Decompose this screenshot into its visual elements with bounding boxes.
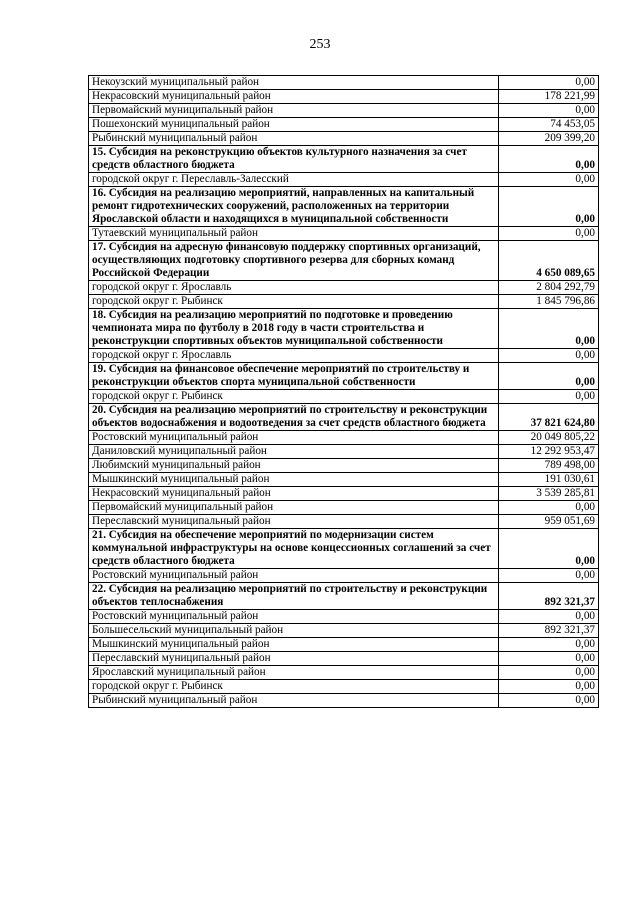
section-title-cell: 21. Субсидия на обеспечение мероприятий по модернизации систем коммунальной инфраструктуры на основе концессионных соглашений за счет средств областного бюджета [89,529,499,569]
recipient-name-cell: Некрасовский муниципальный район [89,90,499,104]
table-row [89,473,599,487]
recipient-name-cell: Пошехонский муниципальный район [89,118,499,132]
recipient-name-cell: Первомайский муниципальный район [89,501,499,515]
recipient-name-cell: городской округ г. Рыбинск [89,680,499,694]
section-row [89,404,599,431]
recipient-name-cell: городской округ г. Рыбинск [89,295,499,309]
recipient-name-cell: Рыбинский муниципальный район [89,132,499,146]
table-row [89,76,599,90]
table-row [89,501,599,515]
recipient-name-cell: Первомайский муниципальный район [89,104,499,118]
section-total-cell: 0,00 [499,363,599,390]
amount-cell: 0,00 [499,501,599,515]
section-row [89,309,599,349]
table-row [89,638,599,652]
section-total-cell: 4 650 089,65 [499,241,599,281]
recipient-name-cell: городской округ г. Ярославль [89,349,499,363]
recipient-name-cell: Переславский муниципальный район [89,515,499,529]
section-title-cell: 18. Субсидия на реализацию мероприятий по подготовке и проведению чемпионата мира по футболу в 2018 году в части строительства и реконструкции спортивных объектов муниципальной собственности [89,309,499,349]
table-row [89,610,599,624]
table-row [89,459,599,473]
section-row [89,529,599,569]
recipient-name-cell: городской округ г. Переславль-Залесский [89,173,499,187]
amount-cell: 892 321,37 [499,624,599,638]
amount-cell: 0,00 [499,76,599,90]
section-title-cell: 20. Субсидия на реализацию мероприятий по строительству и реконструкции объектов водоснабжения и водоотведения за счет средств областного бюджета [89,404,499,431]
section-row [89,363,599,390]
amount-cell: 0,00 [499,227,599,241]
recipient-name-cell: Некрасовский муниципальный район [89,487,499,501]
table-row [89,431,599,445]
section-row [89,146,599,173]
amount-cell: 0,00 [499,680,599,694]
table-row [89,118,599,132]
recipient-name-cell: Некоузский муниципальный район [89,76,499,90]
amount-cell: 789 498,00 [499,459,599,473]
recipient-name-cell: Переславский муниципальный район [89,652,499,666]
recipient-name-cell: городской округ г. Рыбинск [89,390,499,404]
table-row [89,569,599,583]
table-row [89,445,599,459]
amount-cell: 20 049 805,22 [499,431,599,445]
amount-cell: 959 051,69 [499,515,599,529]
subsidy-table [88,75,599,708]
table-row [89,349,599,363]
recipient-name-cell: Даниловский муниципальный район [89,445,499,459]
table-row [89,281,599,295]
amount-cell: 0,00 [499,610,599,624]
table-row [89,104,599,118]
section-total-cell: 0,00 [499,146,599,173]
amount-cell: 0,00 [499,173,599,187]
section-total-cell: 0,00 [499,309,599,349]
table-row [89,666,599,680]
section-total-cell: 892 321,37 [499,583,599,610]
table-row [89,652,599,666]
table-row [89,173,599,187]
amount-cell: 74 453,05 [499,118,599,132]
section-total-cell: 0,00 [499,529,599,569]
page-number: 253 [309,37,331,52]
table-row [89,694,599,708]
table-row [89,295,599,309]
recipient-name-cell: Большесельский муниципальный район [89,624,499,638]
table-row [89,624,599,638]
amount-cell: 2 804 292,79 [499,281,599,295]
table-row [89,227,599,241]
section-row [89,241,599,281]
section-title-cell: 17. Субсидия на адресную финансовую поддержку спортивных организаций, осуществляющих подготовку спортивного резерва для сборных команд Российской Федерации [89,241,499,281]
section-title-cell: 19. Субсидия на финансовое обеспечение мероприятий по строительству и реконструкции объектов спорта муниципальной собственности [89,363,499,390]
recipient-name-cell: Любимский муниципальный район [89,459,499,473]
section-total-cell: 37 821 624,80 [499,404,599,431]
amount-cell: 1 845 796,86 [499,295,599,309]
recipient-name-cell: Ростовский муниципальный район [89,431,499,445]
table-row [89,90,599,104]
section-total-cell: 0,00 [499,187,599,227]
amount-cell: 0,00 [499,349,599,363]
amount-cell: 209 399,20 [499,132,599,146]
recipient-name-cell: Мышкинский муниципальный район [89,473,499,487]
table-row [89,487,599,501]
section-title-cell: 22. Субсидия на реализацию мероприятий по строительству и реконструкции объектов теплоснабжения [89,583,499,610]
table-row [89,515,599,529]
section-title-cell: 15. Субсидия на реконструкцию объектов культурного назначения за счет средств областного бюджета [89,146,499,173]
amount-cell: 0,00 [499,652,599,666]
table-row [89,132,599,146]
recipient-name-cell: городской округ г. Ярославль [89,281,499,295]
recipient-name-cell: Ярославский муниципальный район [89,666,499,680]
recipient-name-cell: Рыбинский муниципальный район [89,694,499,708]
recipient-name-cell: Тутаевский муниципальный район [89,227,499,241]
amount-cell: 0,00 [499,666,599,680]
recipient-name-cell: Ростовский муниципальный район [89,569,499,583]
amount-cell: 0,00 [499,390,599,404]
section-row [89,583,599,610]
section-row [89,187,599,227]
table-row [89,390,599,404]
amount-cell: 3 539 285,81 [499,487,599,501]
amount-cell: 178 221,99 [499,90,599,104]
amount-cell: 0,00 [499,569,599,583]
section-title-cell: 16. Субсидия на реализацию мероприятий, направленных на капитальный ремонт гидротехнических сооружений, расположенных на территории Ярославской области и находящихся в муниципальной собственности [89,187,499,227]
amount-cell: 0,00 [499,104,599,118]
recipient-name-cell: Мышкинский муниципальный район [89,638,499,652]
amount-cell: 0,00 [499,694,599,708]
amount-cell: 12 292 953,47 [499,445,599,459]
subsidy-table-body [89,76,599,708]
table-row [89,680,599,694]
recipient-name-cell: Ростовский муниципальный район [89,610,499,624]
amount-cell: 0,00 [499,638,599,652]
amount-cell: 191 030,61 [499,473,599,487]
